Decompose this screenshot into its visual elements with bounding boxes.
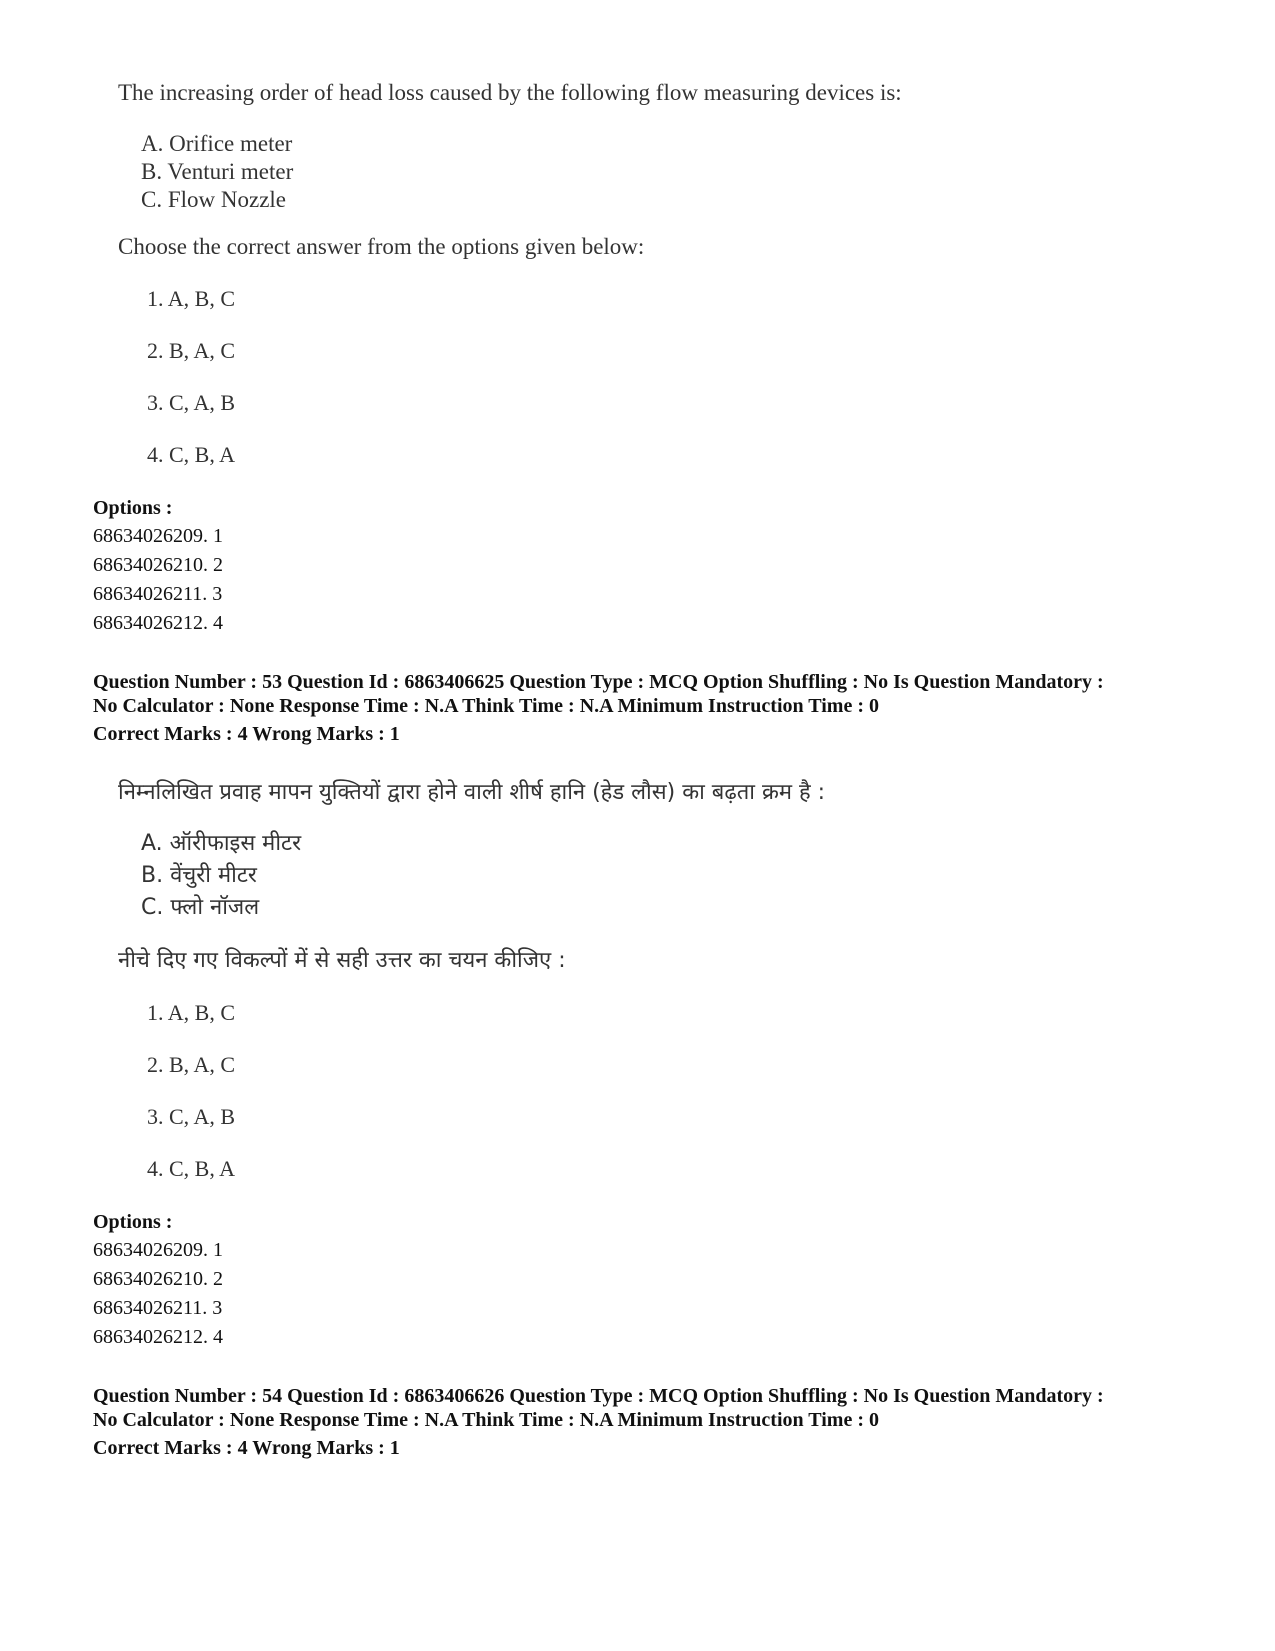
choice-item: 4. C, B, A bbox=[147, 442, 236, 467]
choice-item: 2. B, A, C bbox=[147, 1052, 236, 1077]
marks-line: Correct Marks : 4 Wrong Marks : 1 bbox=[93, 1437, 400, 1459]
meta-line: No Calculator : None Response Time : N.A Think Time : N.A Minimum Instruction Time : 0 bbox=[93, 695, 879, 717]
choice-item: 2. B, A, C bbox=[147, 338, 236, 363]
options-list bbox=[93, 522, 223, 638]
item-list-en bbox=[141, 130, 293, 214]
option-row: 68634026209. 1 bbox=[93, 1239, 223, 1261]
list-item: C. Flow Nozzle bbox=[141, 187, 287, 212]
choice-item: 4. C, B, A bbox=[147, 1156, 236, 1181]
option-row: 68634026210. 2 bbox=[93, 554, 223, 576]
choice-item: 1. A, B, C bbox=[147, 286, 236, 311]
options-label: Options : bbox=[93, 497, 173, 519]
choose-prompt-hi: नीचे दिए गए विकल्पों में से सही उत्तर का चयन कीजिए : bbox=[118, 948, 566, 973]
question-meta-53 bbox=[93, 670, 1104, 746]
choose-prompt-en: Choose the correct answer from the options given below: bbox=[118, 234, 645, 259]
option-row: 68634026211. 3 bbox=[93, 583, 223, 605]
choice-item: 3. C, A, B bbox=[147, 390, 236, 415]
question-text-en: The increasing order of head loss caused by the following flow measuring devices is: bbox=[118, 80, 902, 105]
meta-line: Question Number : 53 Question Id : 6863406625 Question Type : MCQ Option Shuffling : No Is Question Mandatory : bbox=[93, 671, 1104, 693]
list-item: A. Orifice meter bbox=[141, 131, 293, 156]
question-meta-54 bbox=[93, 1384, 1104, 1460]
meta-line: Question Number : 54 Question Id : 6863406626 Question Type : MCQ Option Shuffling : No Is Question Mandatory : bbox=[93, 1385, 1104, 1407]
option-row: 68634026212. 4 bbox=[93, 612, 223, 634]
list-item: C. फ्लो नॉजल bbox=[141, 895, 260, 920]
option-row: 68634026211. 3 bbox=[93, 1297, 223, 1319]
meta-line: No Calculator : None Response Time : N.A Think Time : N.A Minimum Instruction Time : 0 bbox=[93, 1409, 879, 1431]
marks-line: Correct Marks : 4 Wrong Marks : 1 bbox=[93, 723, 400, 745]
option-row: 68634026210. 2 bbox=[93, 1268, 223, 1290]
options-list bbox=[93, 1236, 223, 1352]
option-row: 68634026209. 1 bbox=[93, 525, 223, 547]
list-item: B. वेंचुरी मीटर bbox=[141, 863, 257, 888]
question-text-hi: निम्नलिखित प्रवाह मापन युक्तियों द्वारा होने वाली शीर्ष हानि (हेड लौस) का बढ़ता क्रम है : bbox=[118, 780, 826, 805]
option-row: 68634026212. 4 bbox=[93, 1326, 223, 1348]
list-item: A. ऑरीफाइस मीटर bbox=[141, 831, 302, 856]
choice-item: 1. A, B, C bbox=[147, 1000, 236, 1025]
options-label: Options : bbox=[93, 1211, 173, 1233]
list-item: B. Venturi meter bbox=[141, 159, 294, 184]
choice-item: 3. C, A, B bbox=[147, 1104, 236, 1129]
item-list-hi bbox=[141, 828, 301, 924]
